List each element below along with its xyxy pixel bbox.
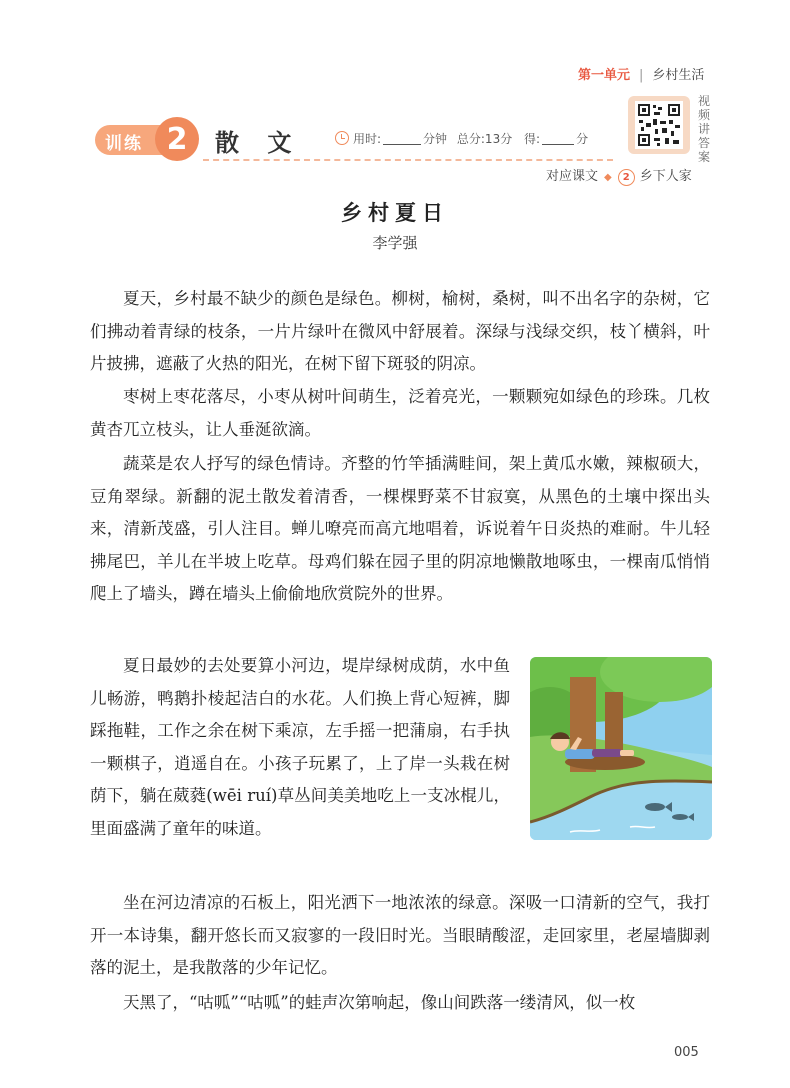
qr-caption: 视频讲答案: [698, 94, 711, 164]
score-label: 得:: [524, 132, 541, 146]
clock-icon: [335, 131, 349, 145]
time-blank[interactable]: [383, 144, 421, 145]
paragraph-2: 枣树上枣花落尽，小枣从树叶间萌生，泛着亮光，一颗颗宛如绿色的珍珠。几枚黄杏兀立枝头，让人垂涎欲滴。: [90, 387, 710, 439]
paragraph-4: 夏日最妙的去处要算小河边，堤岸绿树成荫，水中鱼儿畅游，鸭鹅扑棱起洁白的水花。人们换上背心短裤，脚踩拖鞋，工作之余在树下乘凉，左手摇一把蒲扇，右手执一颗棋子，逍遥自在。小孩子玩累了，上了岸一头栽在树荫下，躺在葳蕤(wēi ruí)草丛间美美地吃上一支冰棍儿，里面盛满了童年的味道。: [90, 656, 510, 838]
unit-header: [578, 64, 704, 83]
exercise-banner: [95, 115, 615, 163]
qr-code-icon: [635, 101, 683, 149]
unit-theme: 乡村生活: [652, 68, 705, 83]
page-number: 005: [674, 1045, 699, 1060]
paragraph-1: 夏天，乡村最不缺少的颜色是绿色。柳树，榆树，桑树，叫不出名字的杂树，它们拂动着青绿的枝条，一片片绿叶在微风中舒展着。深绿与浅绿交织，枝丫横斜，叶片披拂，遮蔽了火热的阳光，在树下留下斑驳的阴凉。: [90, 289, 710, 373]
corresponding-lesson: [546, 165, 692, 186]
time-unit: 分钟: [423, 132, 448, 146]
badge-number: 2: [155, 117, 199, 161]
article-author: 李学强: [372, 234, 418, 252]
paragraph-5: 坐在河边清凉的石板上，阳光洒下一地浓浓的绿意。深吸一口清新的空气，我打开一本诗集，翻开悠长而又寂寥的一段旧时光。当眼睛酸涩，走回家里，老屋墙脚剥落的泥土，是我散落的少年记忆。: [90, 893, 710, 977]
river-illustration: [530, 657, 712, 840]
header-separator: |: [639, 68, 644, 83]
dashed-divider: [203, 159, 613, 161]
unit-label: 第一单元: [578, 68, 631, 83]
total-score: 总分:13分: [456, 132, 513, 146]
score-blank[interactable]: [542, 144, 574, 145]
article-title: 乡村夏日: [341, 200, 449, 225]
paragraph-3: 蔬菜是农人抒写的绿色情诗。齐整的竹竿插满畦间，架上黄瓜水嫩，辣椒硕大，豆角翠绿。新翻的泥土散发着清香，一棵棵野菜不甘寂寞，从黑色的土壤中探出头来，清新茂盛，引人注目。蝉儿嘹亮而高亢地唱着，诉说着午日炎热的难耐。牛儿轻拂尾巴，羊儿在半坡上吃草。母鸡们躲在园子里的阴凉地懒散地啄虫，一棵南瓜悄悄爬上了墙头，蹲在墙头上偷偷地欣赏院外的世界。: [90, 454, 710, 603]
genre-title: 散 文: [215, 129, 302, 157]
badge-label: 训练: [105, 134, 143, 154]
exercise-stats: [335, 130, 588, 147]
lesson-title: 乡下人家: [639, 169, 692, 184]
diamond-icon: ◆: [604, 172, 612, 183]
time-label: 用时:: [353, 132, 382, 146]
qr-code-frame[interactable]: [628, 96, 690, 154]
score-unit: 分: [576, 132, 589, 146]
corresponding-label: 对应课文: [546, 169, 599, 184]
lesson-number: 2: [618, 169, 635, 186]
paragraph-6: 天黑了，“咕呱”“咕呱”的蛙声次第响起，像山间跌落一缕清风，似一枚: [123, 993, 636, 1012]
